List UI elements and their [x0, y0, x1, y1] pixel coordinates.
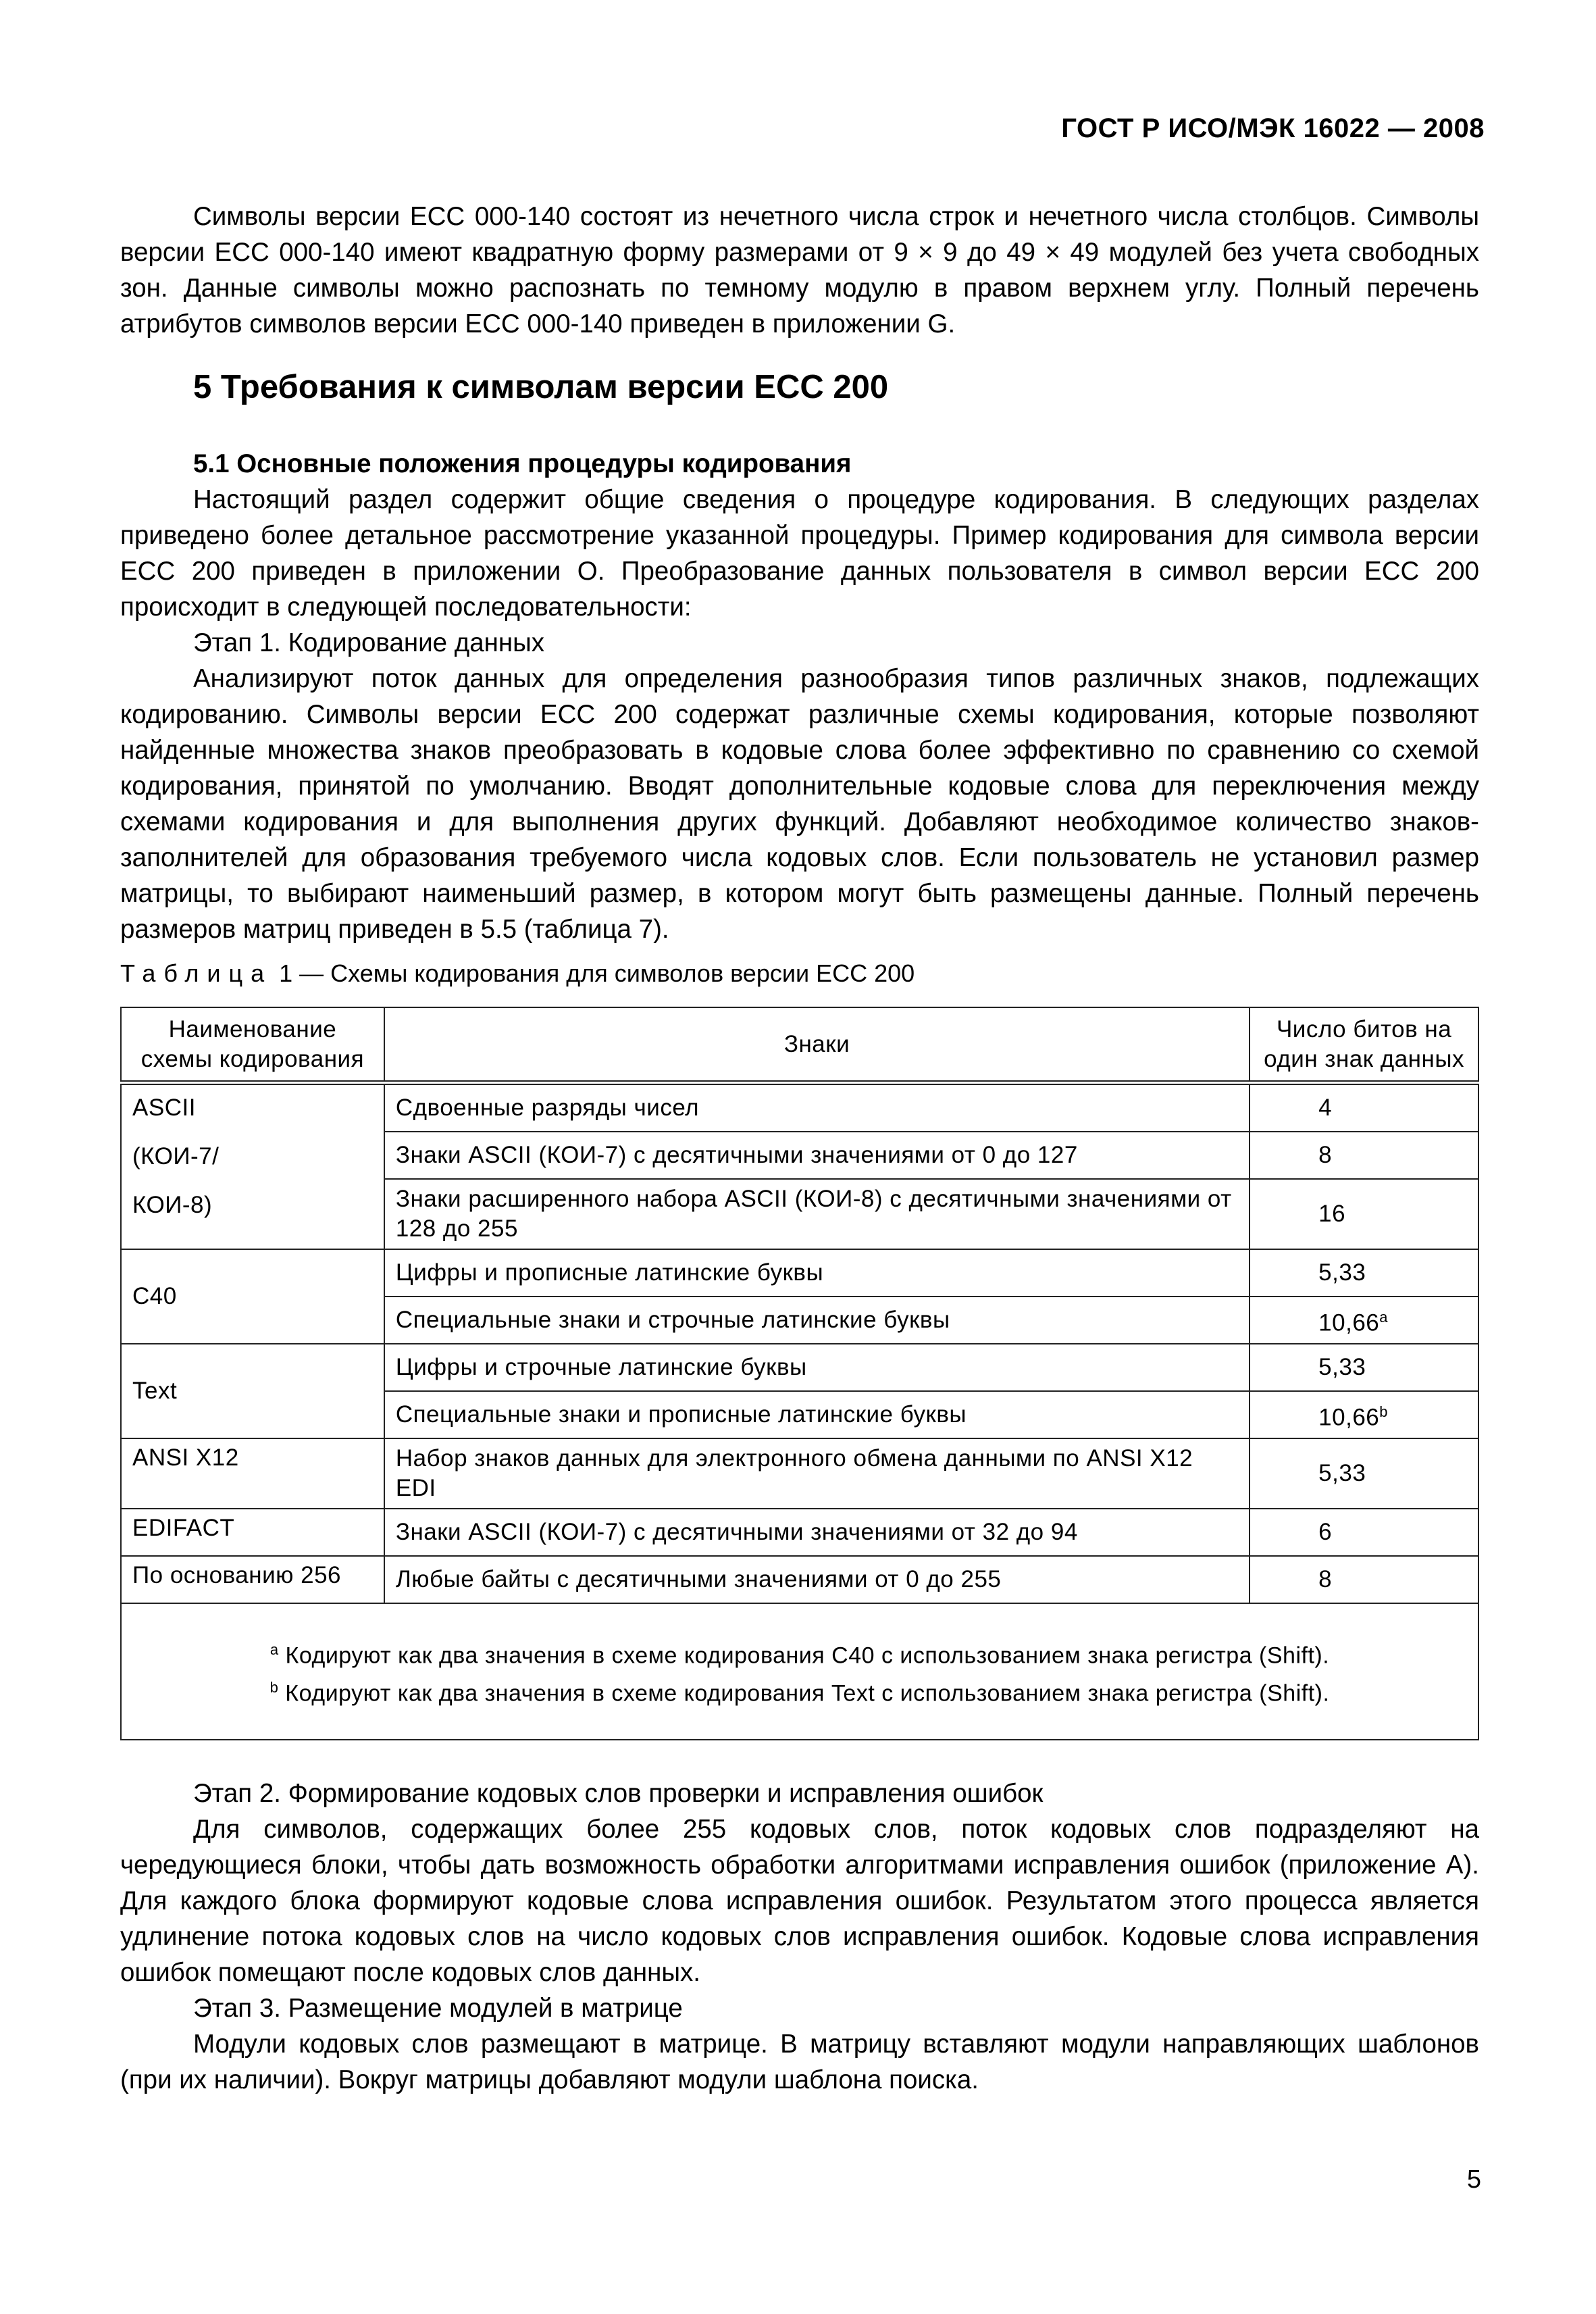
footnote-b-marker: b: [269, 1679, 279, 1696]
scheme-ascii-line-3: КОИ-8): [132, 1192, 213, 1218]
scheme-ascii: [121, 1083, 384, 1250]
table-header-row: [121, 1007, 1478, 1083]
table-caption-text: 1 — Схемы кодирования для символов версии ЕСС 200: [272, 959, 915, 987]
cell-bits: 5,33: [1250, 1249, 1478, 1297]
table-footnotes-row: [121, 1603, 1478, 1740]
cell-bits: [1250, 1391, 1478, 1438]
table-row: [121, 1344, 1478, 1391]
footnote-b-text: Кодируют как два значения в схеме кодирования Text с использованием знака регистра (Shift).: [278, 1680, 1330, 1707]
intro-block: [120, 199, 1479, 342]
scheme-ansi: ANSI X12: [121, 1438, 384, 1509]
step2-title: Этап 2. Формирование кодовых слов проверки и исправления ошибок: [193, 1779, 1044, 1808]
scheme-text: Text: [121, 1344, 384, 1438]
section-body: [120, 446, 1479, 947]
table-footnotes: [121, 1603, 1478, 1740]
cell-bits: 8: [1250, 1132, 1478, 1179]
cell-bits: [1250, 1297, 1478, 1344]
scheme-ascii-line-2: (КОИ-7/: [132, 1143, 220, 1169]
cell-bits: 5,33: [1250, 1344, 1478, 1391]
scheme-c40: С40: [121, 1249, 384, 1344]
scheme-ascii-line-1: ASCII: [132, 1095, 196, 1121]
page-header-standard: ГОСТ Р ИСО/МЭК 16022 — 2008: [1061, 114, 1485, 143]
header-bits: Число битов на один знак данных: [1250, 1007, 1478, 1083]
step3-title: Этап 3. Размещение модулей в матрице: [193, 1994, 683, 2023]
cell-bits-value: 10,66: [1318, 1404, 1380, 1431]
encoding-schemes-table: [120, 1007, 1479, 1740]
table-row: [121, 1083, 1478, 1132]
cell-chars: Любые байты с десятичными значениями от 0 до 255: [384, 1556, 1250, 1603]
step1-title: Этап 1. Кодирование данных: [193, 628, 545, 657]
section-paragraph-1: Настоящий раздел содержит общие сведения о процедуре кодирования. В следующих разделах приведено более детальное рассмотрение указанной процедуры. Пример кодирования для символа версии ЕСС 200 приведен в приложении О. Преобразование данных пользователя в символ версии ЕСС 200 происходит в следующей последовательности:: [120, 485, 1479, 622]
table-caption: [120, 959, 915, 988]
cell-bits: 6: [1250, 1509, 1478, 1556]
cell-chars: Знаки ASCII (КОИ-7) с десятичными значениями от 0 до 127: [384, 1132, 1250, 1179]
table-caption-label: Таблица: [120, 959, 273, 987]
subsection-title: 5.1 Основные положения процедуры кодирования: [193, 449, 852, 478]
footnote-ref-b: b: [1379, 1403, 1389, 1420]
footnote-a-marker: a: [269, 1640, 279, 1658]
cell-chars: Знаки расширенного набора ASCII (КОИ-8) с десятичными значениями от 128 до 255: [384, 1179, 1250, 1249]
table-row: [121, 1438, 1478, 1509]
header-chars: Знаки: [384, 1007, 1250, 1083]
cell-bits: 8: [1250, 1556, 1478, 1603]
cell-chars: Сдвоенные разряды чисел: [384, 1083, 1250, 1132]
table-row: [121, 1249, 1478, 1297]
footnote-b: [122, 1671, 1478, 1709]
header-scheme: Наименование схемы кодирования: [121, 1007, 384, 1083]
page-number: 5: [1466, 2165, 1481, 2194]
table-row: [121, 1556, 1478, 1603]
cell-bits: 5,33: [1250, 1438, 1478, 1509]
cell-chars: Цифры и строчные латинские буквы: [384, 1344, 1250, 1391]
section-title: 5 Требования к символам версии ЕСС 200: [193, 369, 889, 405]
step1-text: Анализируют поток данных для определения разнообразия типов различных знаков, подлежащих кодированию. Символы версии ЕСС 200 содержат различные схемы кодирования, которые позволяют найденные множества знаков преобразовать в кодовые слова более эффективно по сравнению со схемой кодирования, принятой по умолчанию. Вводят дополнительные кодовые слова для переключения между схемами кодирования и для выполнения других функций. Добавляют необходимое количество знаков-заполнителей для образования требуемого числа кодовых слов. Если пользователь не установил размер матрицы, то выбирают наименьший размер, в котором могут быть размещены данные. Полный перечень размеров матриц приведен в 5.5 (таблица 7).: [120, 664, 1479, 944]
scheme-base256: По основанию 256: [121, 1556, 384, 1603]
steps-block: [120, 1776, 1479, 2098]
cell-chars: Специальные знаки и строчные латинские буквы: [384, 1297, 1250, 1344]
step2-text: Для символов, содержащих более 255 кодовых слов, поток кодовых слов подразделяют на чередующиеся блоки, чтобы дать возможность обработки алгоритмами исправления ошибок (приложение А). Для каждого блока формируют кодовые слова исправления ошибок. Результатом этого процесса является удлинение потока кодовых слов на число кодовых слов исправления ошибок. Кодовые слова исправления ошибок помещают после кодовых слов данных.: [120, 1815, 1479, 1987]
scheme-edifact: EDIFACT: [121, 1509, 384, 1556]
cell-chars: Цифры и прописные латинские буквы: [384, 1249, 1250, 1297]
step3-text: Модули кодовых слов размещают в матрице. В матрицу вставляют модули направляющих шаблонов (при их наличии). Вокруг матрицы добавляют модули шаблона поиска.: [120, 2030, 1479, 2094]
cell-chars: Знаки ASCII (КОИ-7) с десятичными значениями от 32 до 94: [384, 1509, 1250, 1556]
cell-bits: 16: [1250, 1179, 1478, 1249]
cell-bits-value: 10,66: [1318, 1309, 1380, 1336]
footnote-a-text: Кодируют как два значения в схеме кодирования С40 с использованием знака регистра (Shift).: [278, 1642, 1330, 1668]
footnote-ref-a: a: [1379, 1308, 1389, 1326]
table-row: [121, 1509, 1478, 1556]
intro-paragraph: Символы версии ЕСС 000-140 состоят из нечетного числа строк и нечетного числа столбцов. Символы версии ЕСС 000-140 имеют квадратную форму размерами от 9 × 9 до 49 × 49 модулей без учета свободных зон. Данные символы можно распознать по темному модулю в правом верхнем углу. Полный перечень атрибутов символов версии ЕСС 000-140 приведен в приложении G.: [120, 202, 1479, 338]
footnote-a: [122, 1634, 1478, 1671]
cell-bits: 4: [1250, 1083, 1478, 1132]
cell-chars: Специальные знаки и прописные латинские буквы: [384, 1391, 1250, 1438]
cell-chars: Набор знаков данных для электронного обмена данными по ANSI X12 EDI: [384, 1438, 1250, 1509]
